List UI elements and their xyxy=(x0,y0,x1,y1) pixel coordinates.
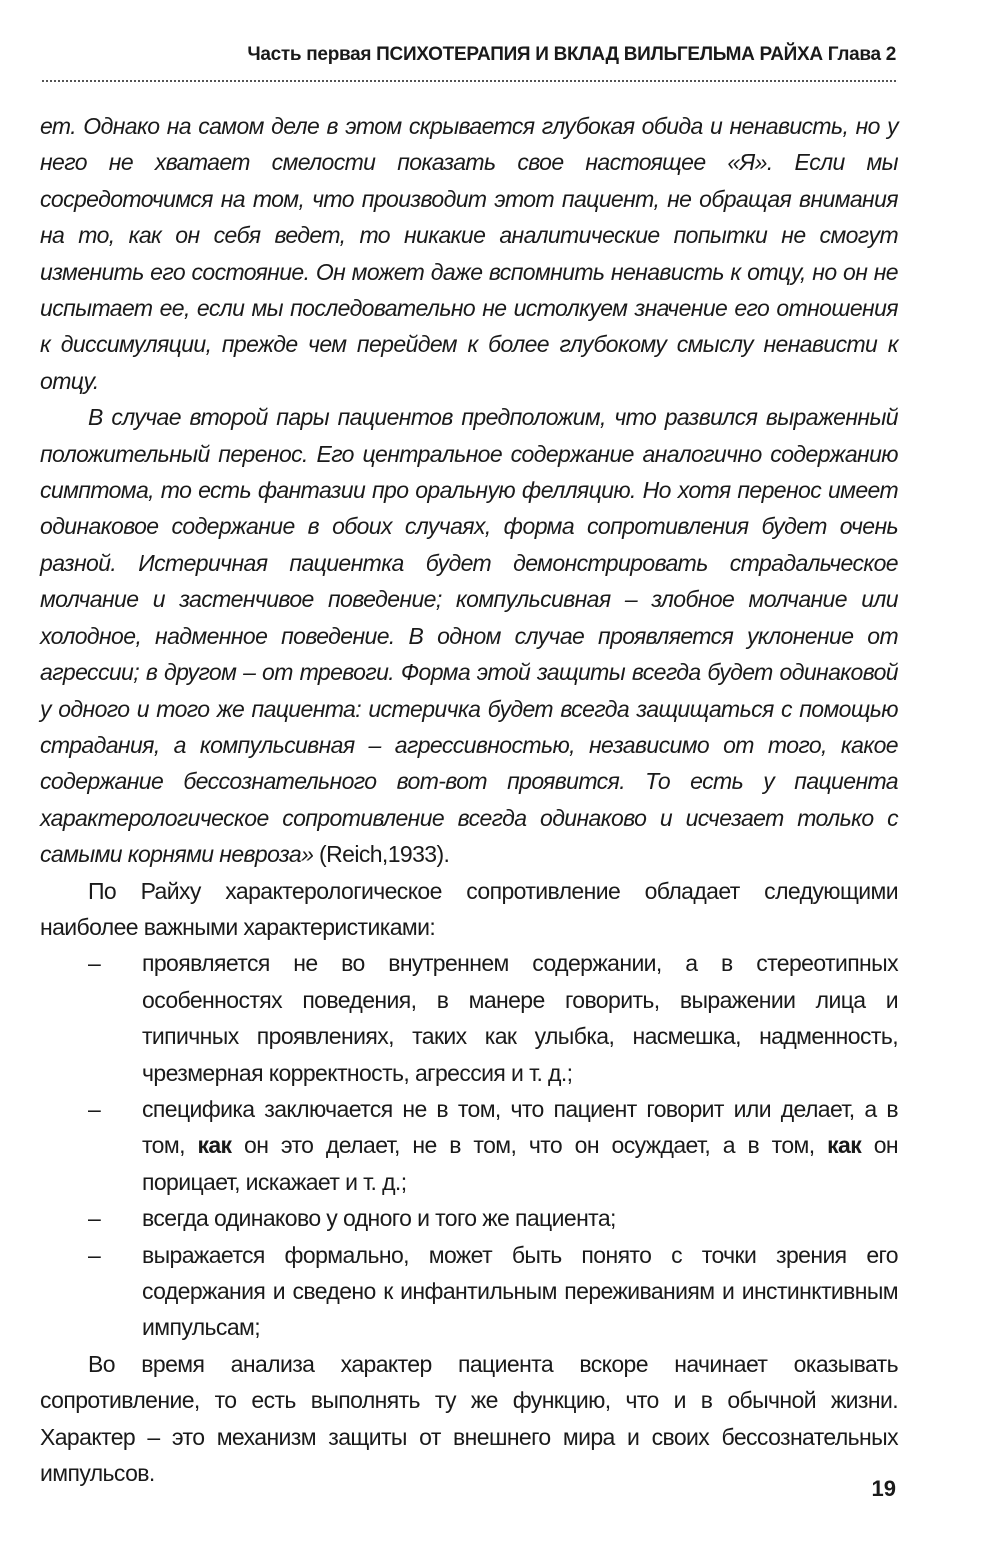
quote-paragraph-1: ет. Однако на самом деле в этом скрывается глубокая обида и ненависть, но у него не хватает смелости показать свое настоящее «Я». Если мы сосредоточимся на том, что производит этот пациент, не обращая внимания на то, как он себя ведет, то никакие аналитические попытки не смогут изменить его состояние. Он может даже вспомнить ненависть к отцу, но он не испытает ее, если мы последовательно не истолкуем значение его отношения к диссимуляции, прежде чем перейдем к более глубокому смыслу ненависти к отцу. xyxy=(40,113,898,394)
quote-paragraph-2 xyxy=(40,399,898,872)
citation: (Reich,1933). xyxy=(313,841,450,868)
page-body xyxy=(40,108,898,1491)
characteristics-list xyxy=(40,945,898,1345)
list-dash: – xyxy=(88,950,101,977)
list-item-text: выражается формально, может быть понято с точки зрения его содержания и сведено к инфантильным переживаниям и инстинктивным импульсам; xyxy=(142,1241,898,1341)
list-item-emphasis: как xyxy=(197,1132,232,1159)
list-dash: – xyxy=(88,1205,101,1232)
list-item-text: всегда одинаково у одного и того же пациента; xyxy=(142,1205,616,1232)
intro-paragraph: По Райху характерологическое сопротивление обладает следующими наиболее важными характеристиками: xyxy=(40,877,898,940)
list-item xyxy=(40,1237,898,1346)
list-item-text: проявляется не во внутреннем содержании, а в стереотипных особенностях поведения, в манере говорить, выражении лица и типичных проявлениях, таких как улыбка, насмешка, надменность, чрезмерная корректность, агрессия и т. д.; xyxy=(142,950,898,1086)
page-number: 19 xyxy=(871,1476,896,1501)
list-item-text-b: он это делает, не в том, что он осуждает, а в том, xyxy=(231,1132,828,1159)
list-item xyxy=(40,1091,898,1200)
running-header: Часть первая ПСИХОТЕРАПИЯ И ВКЛАД ВИЛЬГЕЛЬМА РАЙХА Глава 2 xyxy=(247,44,896,65)
list-dash: – xyxy=(88,1095,101,1122)
list-dash: – xyxy=(88,1241,101,1268)
list-item xyxy=(40,945,898,1091)
header-divider xyxy=(42,80,896,82)
list-item-text-c: он порицает, искажает и т. д.; xyxy=(142,1132,898,1195)
closing-paragraph: Во время анализа характер пациента вскоре начинает оказывать сопротивление, то есть выполнять ту же функцию, что и в обычной жизни. Характер – это механизм защиты от внешнего мира и своих бессознательных импульсов. xyxy=(40,1350,898,1487)
list-item-emphasis: как xyxy=(827,1132,862,1159)
list-item-text-a: специфика заключается не в том, что пациент говорит или делает, а в том, xyxy=(142,1095,898,1159)
quote-paragraph-2-text: В случае второй пары пациентов предположим, что развился выраженный положительный перенос. Его центральное содержание аналогично содержанию симптома, то есть фантазии про оральную фелляцию. Но хотя перенос имеет одинаковое содержание в обоих случаях, форма сопротивления будет очень разной. Истеричная пациентка будет демонстрировать страдальческое молчание и застенчивое поведение; компульсивная – злобное молчание или холодное, надменное поведение. В одном случае проявляется уклонение от агрессии; в другом – от тревоги. Форма этой защиты всегда будет одинаковой у одного и того же пациента: истеричка будет всегда защищаться с помощью страдания, а компульсивная – агрессивностью, независимо от того, какое содержание бессознательного вот-вот проявится. То есть у пациента характерологическое сопротивление всегда одинаково и исчезает только с самыми корнями невроза» xyxy=(40,404,898,868)
list-item xyxy=(40,1200,898,1236)
